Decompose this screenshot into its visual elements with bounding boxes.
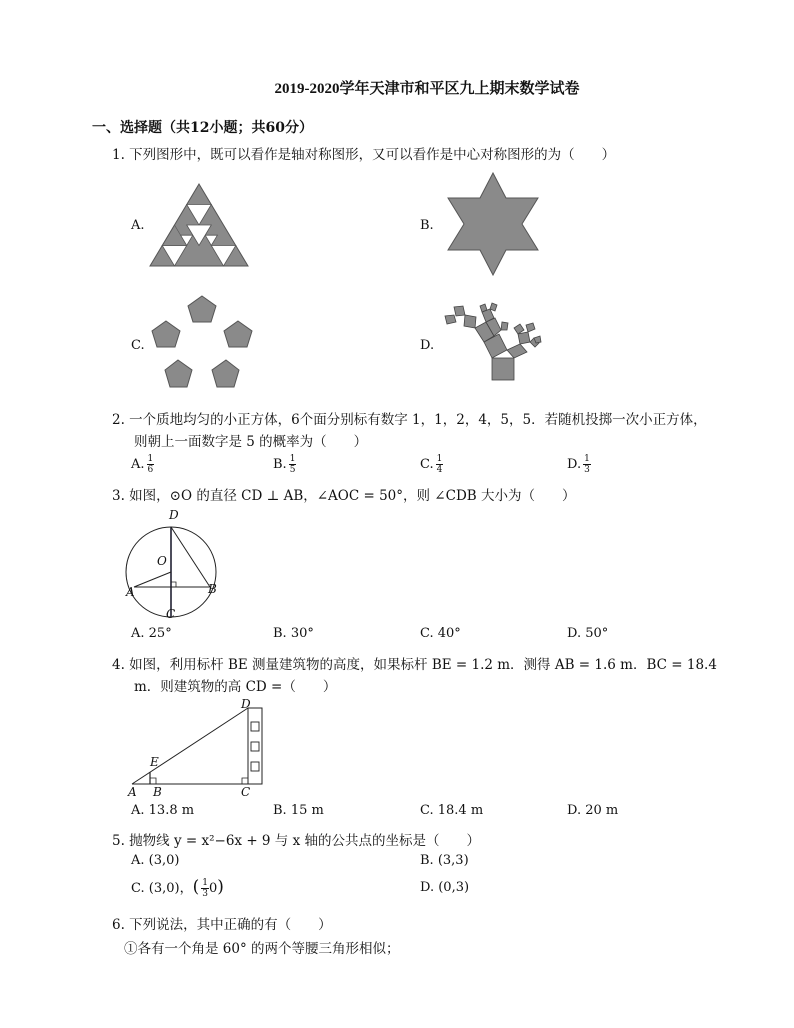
q4-option-d: D. 20 m: [567, 803, 619, 818]
q2-option-d: D. $\frac{1}{3}$: [567, 454, 590, 475]
q3-stem: 3. 如图，⊙O 的直径 CD ⊥ AB，∠AOC = 50°，则 ∠CDB 大小为（ ）: [112, 488, 576, 504]
q2-option-b: B. $\frac{1}{5}$: [273, 454, 296, 475]
q6-item-1: ①各有一个角是 60° 的两个等腰三角形相似；: [124, 941, 400, 957]
q2-option-a: A. $\frac{1}{6}$: [131, 454, 154, 475]
q1-figure-a-sierpinski: [148, 182, 250, 268]
q3-circle-figure: [124, 508, 224, 620]
q3-option-d: D. 50°: [567, 626, 609, 641]
q4-building-figure: [128, 698, 268, 790]
q4-option-b: B. 15 m: [273, 803, 324, 818]
q3-label-c: C: [166, 607, 176, 621]
q1-figure-d-pythagoras-tree: [438, 298, 544, 384]
q3-label-b: B: [208, 582, 217, 596]
q3-option-b: B. 30°: [273, 626, 314, 641]
q4-label-d: D: [241, 697, 251, 711]
q4-label-b: B: [153, 785, 162, 799]
q2-stem-line1: 2. 一个质地均匀的小正方体，6个面分别标有数字 1，1，2，4，5，5．若随机投掷一次小正方体，: [112, 412, 707, 428]
q5-option-c: C. (3,0)，( $\frac{1}{3}$ 0): [131, 877, 224, 899]
section-heading: 一、选择题（共12小题；共60分）: [92, 120, 313, 136]
q4-stem-line1: 4. 如图，利用标杆 BE 测量建筑物的高度，如果标杆 BE = 1.2 m．测得 AB = 1.6 m．BC = 18.4: [112, 657, 717, 673]
q5-stem: 5. 抛物线 y = x²−6x + 9 与 x 轴的公共点的坐标是（ ）: [112, 833, 480, 849]
q4-option-a: A. 13.8 m: [131, 803, 195, 818]
q4-label-a: A: [128, 785, 137, 799]
q6-stem: 6. 下列说法，其中正确的有（ ）: [112, 917, 332, 933]
q3-label-a: A: [126, 585, 135, 599]
q1-option-c: C.: [131, 338, 145, 353]
q4-label-c: C: [241, 785, 251, 799]
q3-label-o: O: [157, 554, 167, 568]
q5-option-b: B. (3,3): [420, 853, 469, 868]
q1-figure-b-hexagram: [443, 171, 543, 277]
q5-option-a: A. (3,0): [131, 853, 180, 868]
q1-option-d: D.: [420, 338, 435, 353]
q3-option-a: A. 25°: [131, 626, 172, 641]
page-title: 2019-2020学年天津市和平区九上期末数学试卷: [274, 81, 580, 97]
q4-label-e: E: [150, 755, 159, 769]
q1-option-a: A.: [131, 218, 145, 233]
q3-option-c: C. 40°: [420, 626, 461, 641]
q1-figure-c-pentagons: [151, 294, 253, 392]
q3-label-d: D: [169, 508, 179, 522]
q4-option-c: C. 18.4 m: [420, 803, 484, 818]
q4-stem-line2: m．则建筑物的高 CD =（ ）: [134, 679, 337, 695]
q1-option-b: B.: [420, 218, 434, 233]
q2-stem-line2: 则朝上一面数字是 5 的概率为（ ）: [134, 434, 368, 450]
q2-option-c: C. $\frac{1}{4}$: [420, 454, 443, 475]
q1-stem: 1. 下列图形中，既可以看作是轴对称图形，又可以看作是中心对称图形的为（ ）: [112, 147, 616, 163]
q5-option-d: D. (0,3): [420, 880, 470, 895]
